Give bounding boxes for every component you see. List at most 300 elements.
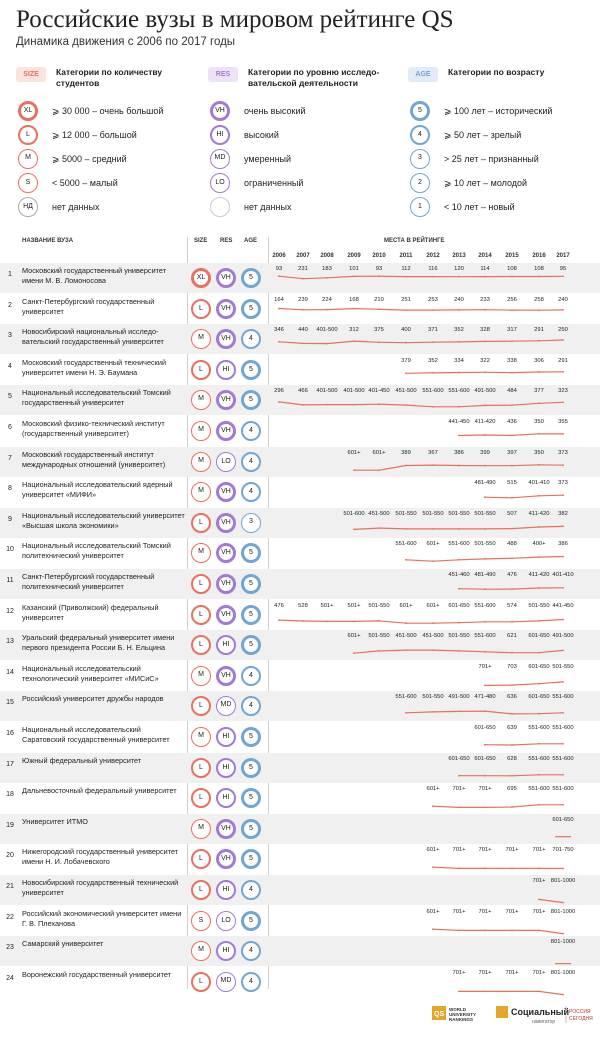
trend-point [562, 275, 564, 277]
legend-age-header [408, 64, 600, 100]
res-badge: VH [216, 268, 236, 288]
age-badge: 4 [241, 452, 261, 472]
trend-line [433, 929, 563, 933]
legend-age-item [408, 172, 600, 196]
trend-point [562, 650, 564, 652]
rank-label: 551-600 [395, 694, 417, 701]
table-row [0, 263, 600, 293]
legend-age-text: ⩾ 50 лет – зрелый [444, 130, 522, 140]
rank-trend [0, 844, 600, 874]
trend-point [458, 774, 460, 776]
trend-point [302, 278, 304, 280]
trend-point [326, 620, 328, 622]
rank-label: 601+ [399, 602, 413, 609]
res-badge: VH [216, 299, 236, 319]
trend-point [538, 868, 540, 870]
trend-point [562, 371, 564, 373]
age-badge: 4 [241, 666, 261, 686]
trend-point [538, 371, 540, 373]
rank-label: 291 [534, 327, 544, 334]
trend-point [278, 307, 280, 309]
rank-trend [0, 753, 600, 783]
trend-point [511, 588, 513, 590]
rank-trend [0, 569, 600, 599]
year-label: 2014 [478, 253, 492, 259]
trend-point [378, 469, 380, 471]
rank-label: 501-550 [368, 602, 390, 609]
trend-point [458, 406, 460, 408]
rank-label: 701+ [478, 908, 492, 915]
trend-point [405, 309, 407, 311]
age-badge: 4 [241, 421, 261, 441]
table-row [0, 936, 600, 966]
table-row [0, 324, 600, 354]
trend-point [538, 463, 540, 465]
rank-trend [0, 906, 600, 936]
table-row [0, 661, 600, 691]
trend-point [484, 990, 486, 992]
legend-res-circle: VH [210, 101, 230, 121]
table-row [0, 783, 600, 813]
rank-label: 481-490 [474, 480, 496, 487]
size-badge: M [191, 941, 211, 961]
row-number: 7 [8, 454, 12, 462]
rank-label: 350 [534, 419, 544, 425]
trend-point [458, 464, 460, 466]
rank-label: 389 [401, 449, 411, 456]
rank-label: 801-1000 [550, 939, 576, 946]
res-badge: VH [216, 666, 236, 686]
rank-label: 476 [274, 602, 284, 609]
trend-point [353, 404, 355, 406]
trend-line [539, 899, 563, 902]
trend-point [562, 712, 564, 714]
trend-point [458, 559, 460, 561]
row-number: 4 [8, 362, 12, 370]
rank-label: 401-500 [316, 388, 338, 395]
trend-point [562, 402, 564, 404]
rank-label: 601+ [426, 847, 440, 854]
legend-age-circle: 1 [410, 197, 430, 217]
legend-size-item [16, 148, 211, 172]
trend-point [432, 309, 434, 311]
row-number: 1 [8, 271, 12, 278]
table-row [0, 844, 600, 874]
legend-age-text: ⩾ 10 лет – молодой [444, 178, 528, 188]
age-badge: 5 [241, 605, 261, 625]
trend-point [302, 343, 304, 345]
size-badge: M [191, 452, 211, 472]
trend-line [459, 774, 563, 775]
trend-point [432, 406, 434, 408]
trend-point [458, 711, 460, 713]
legend-age-circle: 2 [410, 173, 430, 193]
trend-point [538, 990, 540, 992]
trend-point [405, 528, 407, 530]
trend-point [562, 618, 564, 620]
trend-point [538, 403, 540, 405]
res-badge: LO [216, 911, 236, 931]
trend-line [279, 402, 563, 407]
university-name: Национальный исследовательский Томский политехнический университет [22, 541, 171, 561]
trend-point [432, 928, 434, 930]
rank-trend [0, 783, 600, 813]
trend-point [538, 587, 540, 589]
rank-label: 164 [274, 296, 284, 303]
trend-point [538, 683, 540, 685]
rank-label: 701+ [532, 847, 546, 854]
university-name: Национальный исследовательский ядерный университет «МИФИ» [22, 480, 173, 500]
university-name: Московский государственный технический университет имени Н. Э. Баумана [22, 357, 167, 377]
trend-point [562, 587, 564, 589]
table-row [0, 753, 600, 783]
trend-point [432, 805, 434, 807]
qs-logo-graphic [432, 1003, 492, 1025]
trend-point [511, 309, 513, 311]
table-row [0, 600, 600, 630]
trend-point [458, 371, 460, 373]
rank-label: 93 [275, 266, 283, 272]
size-badge: M [191, 482, 211, 502]
rank-label: 350 [534, 449, 544, 456]
size-badge: L [191, 880, 211, 900]
rank-label: 701+ [478, 969, 492, 976]
rank-label: 601+ [426, 786, 440, 793]
qs-logo-line2: UNIVERSITY [449, 1012, 477, 1017]
size-badge: M [191, 666, 211, 686]
rank-label: 401-500 [343, 388, 365, 395]
rank-label: 386 [454, 449, 464, 456]
rank-label: 481-490 [474, 572, 496, 578]
trend-point [326, 277, 328, 279]
trend-point [484, 744, 486, 746]
rank-label: 399 [480, 449, 490, 456]
age-badge: 5 [241, 360, 261, 380]
trend-point [538, 620, 540, 622]
rank-label: 440 [298, 327, 308, 334]
age-badge: 5 [241, 543, 261, 563]
trend-point [511, 620, 513, 622]
trend-point [484, 276, 486, 278]
legend-age-text: > 25 лет – признанный [444, 154, 539, 164]
trend-line [279, 340, 563, 344]
trend-line [459, 434, 563, 436]
rank-label: 411-420 [528, 572, 550, 578]
trend-point [511, 806, 513, 808]
legend-age [408, 64, 600, 220]
table-row [0, 447, 600, 477]
legend-size [16, 64, 211, 220]
trend-point [378, 342, 380, 344]
trend-point [511, 371, 513, 373]
trend-point [562, 339, 564, 341]
trend-point [538, 433, 540, 435]
row-number: 2 [8, 301, 12, 309]
legend-size-circle: M [18, 149, 38, 169]
trend-point [511, 405, 513, 407]
trend-point [538, 495, 540, 497]
trend-point [458, 588, 460, 590]
rank-label: 306 [534, 357, 544, 364]
rank-label: 116 [428, 266, 438, 272]
table-row [0, 294, 600, 324]
rank-trend [0, 477, 600, 507]
rank-trend [0, 661, 600, 691]
navigator-logo-square [496, 1006, 508, 1018]
rank-label: 371 [428, 327, 438, 334]
page-title: Российские вузы в мировом рейтинге QS [16, 6, 454, 33]
res-badge: HI [216, 941, 236, 961]
rank-trend [0, 691, 600, 721]
qs-logo [432, 1003, 492, 1027]
rank-trend [0, 324, 600, 354]
rank-label: 233 [480, 296, 490, 303]
trend-point [484, 405, 486, 407]
trend-point [484, 774, 486, 776]
year-label: 2013 [452, 253, 466, 259]
age-badge: 5 [241, 390, 261, 410]
rank-label: 355 [558, 419, 568, 425]
rank-label: 120 [454, 266, 464, 272]
row-number: 8 [8, 485, 12, 493]
res-badge: HI [216, 635, 236, 655]
university-name: Университет ИТМО [22, 816, 88, 826]
rank-label: 601+ [426, 602, 440, 609]
rank-label: 501-550 [474, 541, 496, 548]
legend-size-text: < 5000 – малый [52, 178, 118, 188]
rank-trend [0, 355, 600, 385]
qs-logo-line3: RANKINGS [449, 1017, 474, 1022]
trend-point [511, 340, 513, 342]
rank-label: 551-600 [528, 755, 550, 762]
rank-label: 382 [558, 510, 568, 517]
age-badge: 5 [241, 727, 261, 747]
res-badge: VH [216, 329, 236, 349]
trend-point [378, 527, 380, 529]
rank-label: 501-550 [552, 663, 574, 670]
row-number: 12 [6, 607, 14, 615]
rank-label: 621 [507, 633, 517, 640]
trend-point [538, 773, 540, 775]
rank-label: 373 [558, 449, 568, 456]
row-number: 13 [6, 638, 14, 646]
trend-point [538, 743, 540, 745]
row-number: 23 [6, 944, 14, 952]
rank-label: 701+ [478, 847, 492, 854]
rank-label: 441-450 [448, 419, 470, 425]
row-number: 17 [6, 760, 14, 768]
rank-label: 601-650 [448, 602, 470, 609]
rank-label: 701+ [452, 969, 466, 976]
legend-res-tag: RES [208, 67, 238, 82]
rank-label: 312 [349, 327, 359, 334]
table-row [0, 967, 600, 997]
rank-label: 701+ [532, 908, 546, 915]
rank-label: 601-650 [528, 633, 550, 640]
rank-label: 451-500 [422, 633, 444, 640]
rank-label: 501-550 [448, 510, 470, 517]
university-name: Казанский (Приволжский) федеральный университет [22, 602, 159, 622]
size-badge: S [191, 911, 211, 931]
rank-label: 441-450 [552, 602, 574, 609]
trend-point [302, 620, 304, 622]
rank-trend [0, 875, 600, 905]
trend-point [458, 528, 460, 530]
row-number: 6 [8, 424, 12, 431]
rank-trend [0, 600, 600, 630]
rank-label: 491-500 [448, 694, 470, 701]
rank-label: 703 [507, 663, 517, 670]
navigator-logo-sub: навигатор [532, 1019, 556, 1025]
rank-trend [0, 630, 600, 660]
trend-point [432, 711, 434, 713]
trend-point [562, 556, 564, 558]
size-badge: L [191, 635, 211, 655]
rank-label: 352 [428, 357, 438, 364]
trend-line [459, 588, 563, 589]
trend-point [458, 868, 460, 870]
navigator-logo-text: Социальный [511, 1007, 569, 1017]
rank-label: 239 [298, 296, 308, 303]
trend-line [279, 619, 563, 623]
legend-size-header [16, 64, 211, 100]
header-size: SIZE [194, 238, 208, 244]
trend-point [484, 711, 486, 713]
age-badge: 5 [241, 635, 261, 655]
trend-point [278, 619, 280, 621]
trend-point [511, 713, 513, 715]
rank-label: 375 [374, 327, 384, 334]
year-label: 2015 [505, 253, 519, 259]
rank-label: 701+ [478, 786, 492, 793]
trend-point [378, 308, 380, 310]
university-name: Санкт-Петербургский государственный политехнический университет [22, 572, 155, 591]
rank-label: 701+ [478, 663, 492, 670]
trend-point [458, 276, 460, 278]
trend-point [511, 652, 513, 654]
size-badge: L [191, 360, 211, 380]
rank-label: 551-600 [448, 388, 470, 395]
trend-point [405, 712, 407, 714]
trend-point [511, 744, 513, 746]
rank-label: 551-600 [528, 786, 550, 793]
rank-label: 95 [559, 266, 567, 272]
age-badge: 5 [241, 911, 261, 931]
rank-label: 451-500 [368, 510, 390, 517]
legend-res-circle: MD [210, 149, 230, 169]
trend-point [562, 932, 564, 934]
rank-label: 411-420 [474, 419, 496, 425]
legend-size-circle: XL [18, 101, 38, 121]
rank-label: 258 [534, 296, 544, 303]
trend-point [326, 308, 328, 310]
trend-line [433, 868, 563, 869]
rank-label: 801-1000 [550, 878, 576, 884]
rank-trend [0, 936, 600, 966]
legend-age-item [408, 196, 600, 220]
trend-point [405, 622, 407, 624]
year-label: 2012 [426, 253, 440, 259]
trend-point [484, 620, 486, 622]
trend-point [458, 435, 460, 437]
trend-point [458, 341, 460, 343]
trend-point [484, 464, 486, 466]
row-number: 20 [6, 852, 14, 860]
table-row [0, 875, 600, 905]
legend-size-item [16, 124, 211, 148]
row-number: 16 [6, 730, 14, 737]
res-badge: VH [216, 605, 236, 625]
legend-age-text: ⩾ 100 лет – исторический [444, 106, 553, 116]
university-name: Московский государственный институт международных отношений (университет) [22, 449, 166, 469]
rank-label: 551-600 [474, 633, 496, 640]
rank-label: 108 [507, 266, 517, 272]
trend-point [278, 341, 280, 343]
rank-trend [0, 508, 600, 538]
rank-label: 168 [349, 296, 359, 303]
trend-point [484, 371, 486, 373]
legend-age-circle: 3 [410, 149, 430, 169]
trend-point [484, 684, 486, 686]
res-badge: HI [216, 880, 236, 900]
trend-point [484, 807, 486, 809]
rank-label: 379 [401, 357, 411, 364]
res-badge: VH [216, 482, 236, 502]
rank-label: 183 [322, 266, 332, 272]
trend-point [432, 372, 434, 374]
rank-label: 108 [534, 266, 544, 272]
trend-point [378, 404, 380, 406]
trend-point [511, 435, 513, 437]
trend-point [511, 497, 513, 499]
legend-size-text: ⩾ 12 000 – большой [52, 130, 137, 140]
legend-res-circle [210, 197, 230, 217]
legend-size-text: ⩾ 30 000 – очень большой [52, 106, 164, 116]
legend-size-item [16, 196, 211, 220]
trend-point [562, 868, 564, 870]
age-badge: 4 [241, 482, 261, 502]
trend-point [511, 684, 513, 686]
trend-point [458, 807, 460, 809]
legend-res-header [208, 64, 403, 100]
rank-label: 701+ [505, 969, 519, 976]
trend-point [511, 929, 513, 931]
rank-label: 636 [507, 694, 517, 701]
rank-label: 367 [428, 449, 438, 456]
rank-label: 491-500 [552, 633, 574, 640]
university-name: Уральский федеральный университет имени первого президента России Б. Н. Ельцина [22, 633, 175, 653]
university-name: Национальный исследовательский Томский государственный университет [22, 388, 171, 408]
trend-point [511, 990, 513, 992]
rank-label: 601+ [347, 633, 361, 640]
rank-label: 400 [401, 327, 411, 334]
header-name: НАЗВАНИЕ ВУЗА [22, 238, 74, 244]
university-name: Нижегородский государственный университет имени Н. И. Лобачевского [22, 847, 179, 867]
trend-point [562, 743, 564, 745]
table-row [0, 569, 600, 599]
legend-size-text: ⩾ 5000 – средний [52, 154, 127, 164]
university-name: Санкт-Петербургский государственный университет [22, 296, 155, 316]
table-row [0, 906, 600, 936]
trend-point [538, 929, 540, 931]
size-badge: M [191, 819, 211, 839]
rank-label: 401-410 [552, 572, 574, 578]
university-name: Российский университет дружбы народов [22, 694, 164, 704]
trend-point [405, 405, 407, 407]
rank-label: 601-650 [552, 816, 574, 823]
age-badge: 5 [241, 299, 261, 319]
size-badge: M [191, 390, 211, 410]
